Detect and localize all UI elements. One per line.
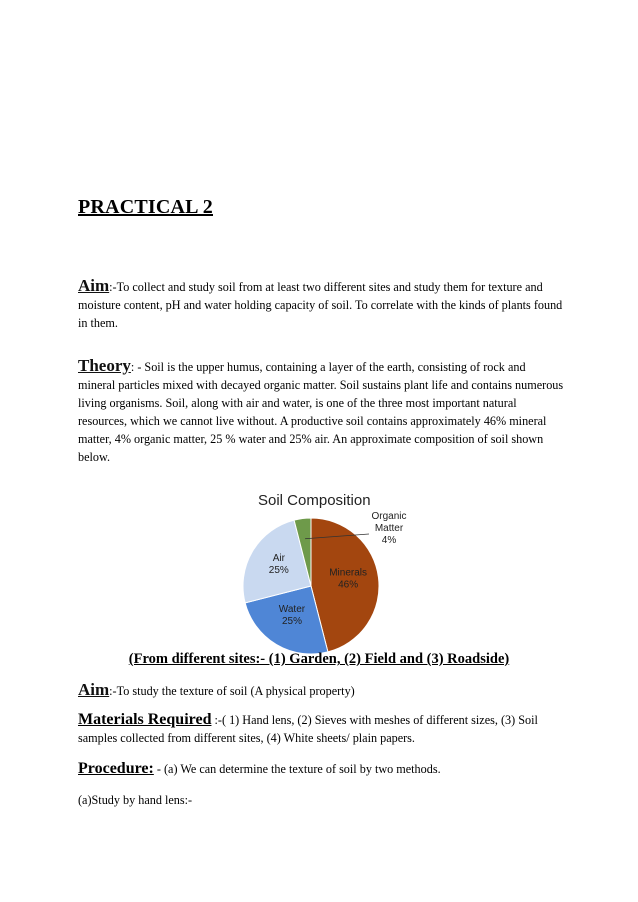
aim-texture-paragraph <box>78 681 564 700</box>
aim-paragraph <box>78 277 564 332</box>
aim-texture-text: :-To study the texture of soil (A physical property) <box>109 684 355 698</box>
sites-heading: (From different sites:- (1) Garden, (2) Field and (3) Roadside) <box>128 651 510 667</box>
practical-title: PRACTICAL 2 <box>78 196 213 218</box>
aim-texture-label: Aim <box>78 680 110 699</box>
pie-label-water: Water 25% <box>278 604 306 628</box>
aim-text: :-To collect and study soil from at least two different sites and study them for texture and moisture content, pH and water holding capacity of soil. To correlate with the kinds of plants found in them. <box>78 280 563 330</box>
materials-paragraph <box>78 711 564 747</box>
hand-lens-heading: (a)Study by hand lens:- <box>78 793 193 807</box>
theory-label: Theory <box>78 356 131 375</box>
theory-text: : - Soil is the upper humus, containing a layer of the earth, consisting of rock and mineral particles mixed with decayed organic matter. Soil sustains plant life and contains numerous living organisms. Soil, along with air and water, is one of the three most important natural resources, which we cannot live without. A productive soil contains approximately 46% mineral matter, 4% organic matter, 25 % water and 25% air. An approximate composition of soil shown below. <box>78 360 564 464</box>
materials-label: Materials Required <box>78 711 212 728</box>
procedure-paragraph <box>78 760 564 778</box>
materials-text: :-( 1) Hand lens, (2) Sieves with meshes of different sizes, (3) Soil samples collected from different sites, (4) White sheets/ plain papers. <box>78 713 538 745</box>
chart-title: Soil Composition <box>258 492 371 509</box>
soil-composition-pie-chart <box>236 486 416 656</box>
theory-paragraph <box>78 357 564 466</box>
pie-label-organic-matter: Organic Matter 4% <box>371 511 407 546</box>
pie-label-minerals: Minerals 46% <box>329 567 368 591</box>
procedure-text: - (a) We can determine the texture of soil by two methods. <box>153 762 441 776</box>
procedure-label: Procedure: <box>78 760 154 777</box>
aim-label: Aim <box>78 276 110 295</box>
pie-label-air: Air 25% <box>268 552 289 576</box>
